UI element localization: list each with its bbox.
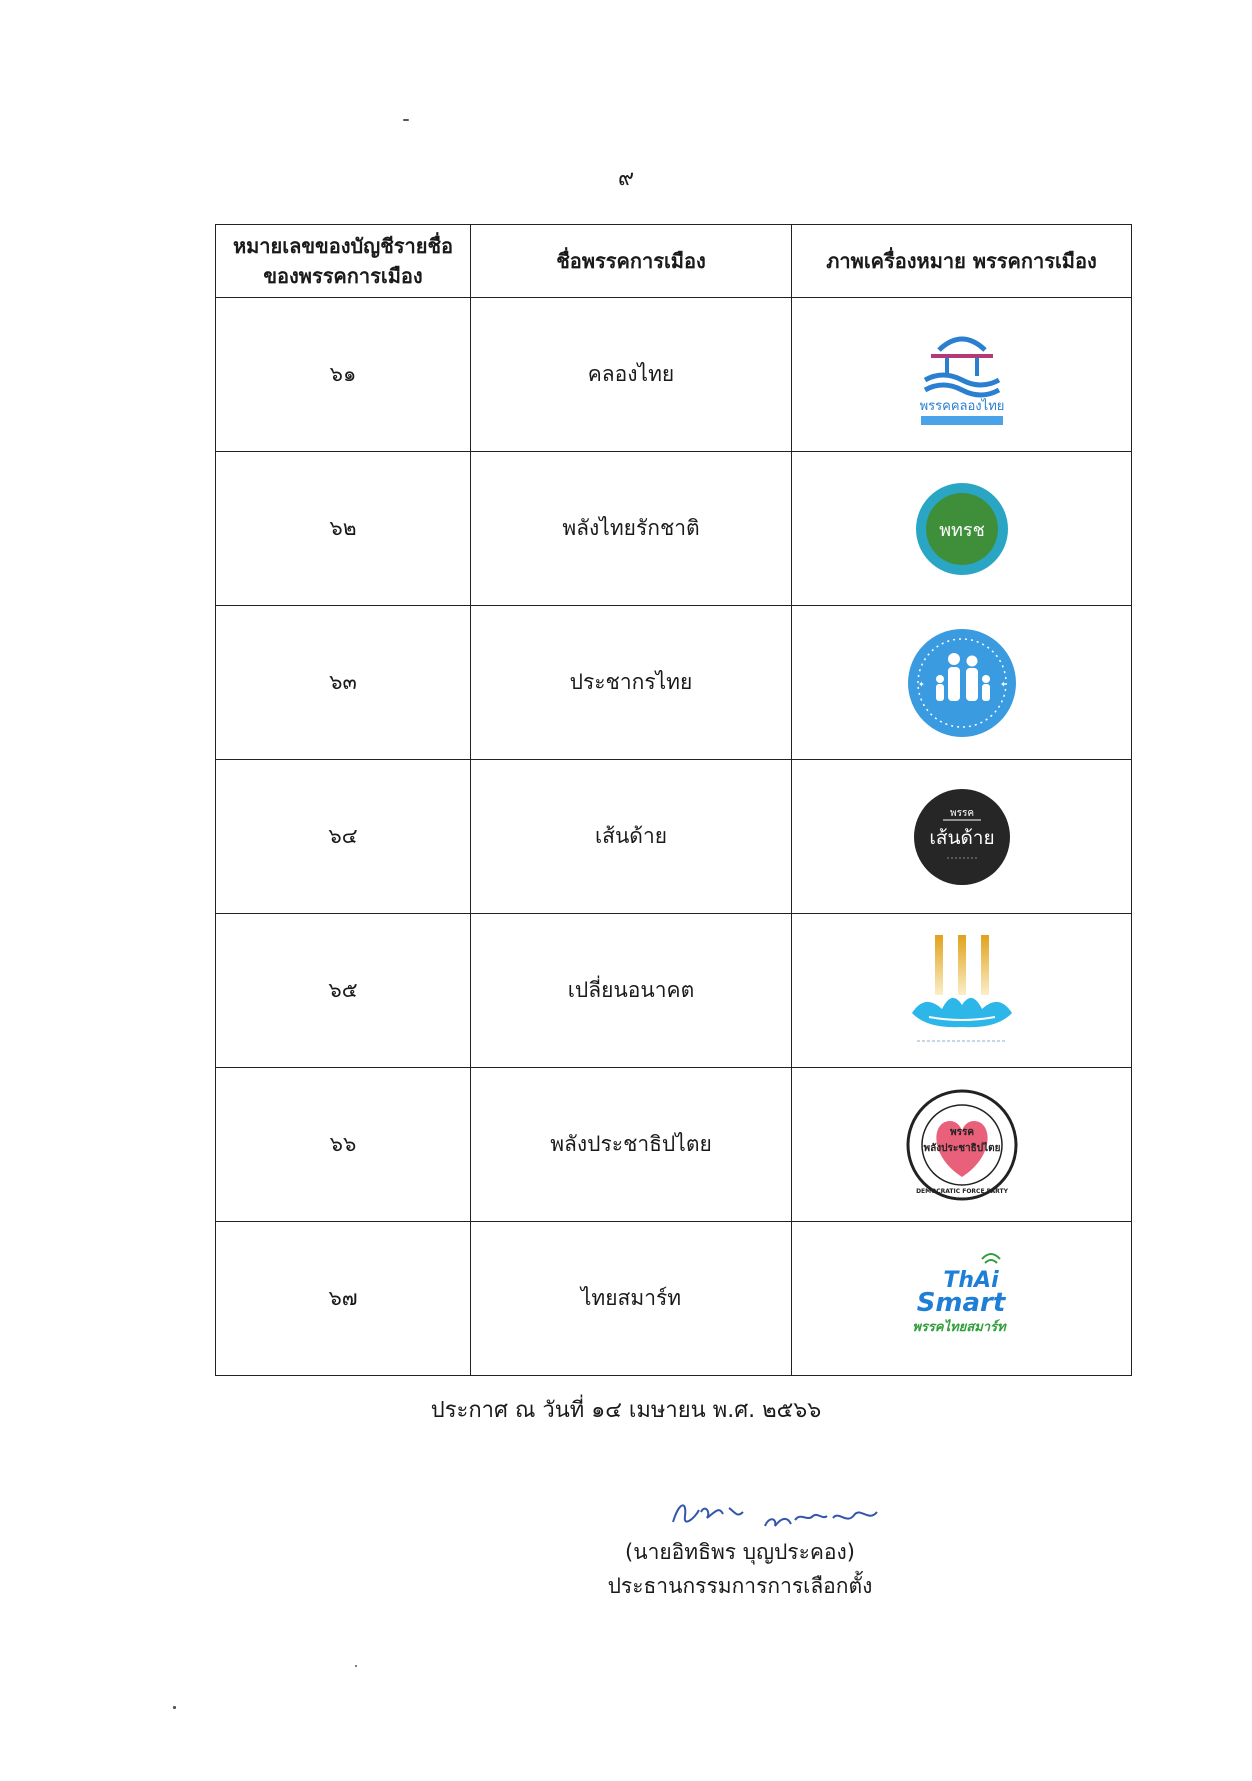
party-name-cell: ไทยสมาร์ท bbox=[471, 1222, 792, 1376]
header-party-name: ชื่อพรรคการเมือง bbox=[471, 225, 792, 298]
list-number-cell: ๖๗ bbox=[216, 1222, 471, 1376]
party-logo-cell bbox=[792, 914, 1132, 1068]
party-name-cell: เปลี่ยนอนาคต bbox=[471, 914, 792, 1068]
phalang-thai-rak-chat-logo-text: พทรช bbox=[938, 519, 985, 541]
svg-text:✦: ✦ bbox=[917, 679, 925, 689]
list-number-cell: ๖๖ bbox=[216, 1068, 471, 1222]
party-name-cell: พลังประชาธิปไตย bbox=[471, 1068, 792, 1222]
scan-speck bbox=[173, 1706, 176, 1709]
list-number-cell: ๖๒ bbox=[216, 452, 471, 606]
party-logo-cell bbox=[792, 298, 1132, 452]
table-row bbox=[216, 1222, 1132, 1376]
signatory-title: ประธานกรรมการการเลือกตั้ง bbox=[607, 1574, 873, 1598]
khlong-thai-logo-text: พรรคคลองไทย bbox=[919, 398, 1004, 414]
table-row bbox=[216, 606, 1132, 760]
page-number: ๙ bbox=[617, 166, 635, 191]
democratic-force-logo-subtext: พรรค bbox=[949, 1126, 974, 1138]
prachakorn-thai-logo-icon bbox=[902, 623, 1022, 743]
table-row bbox=[216, 914, 1132, 1068]
announcement-date: ประกาศ ณ วันที่ ๑๔ เมษายน พ.ศ. ๒๕๖๖ bbox=[430, 1398, 822, 1423]
party-list-table bbox=[215, 224, 1132, 1376]
list-number-cell: ๖๓ bbox=[216, 606, 471, 760]
thai-smart-logo-text2: Smart bbox=[916, 1287, 1005, 1318]
party-name-cell: ประชากรไทย bbox=[471, 606, 792, 760]
table-row bbox=[216, 760, 1132, 914]
scan-speck bbox=[403, 119, 409, 121]
thai-smart-logo-icon bbox=[897, 1249, 1027, 1349]
phalang-thai-rak-chat-logo-icon bbox=[907, 474, 1017, 584]
khlong-thai-logo-icon bbox=[907, 320, 1017, 430]
list-number-cell: ๖๑ bbox=[216, 298, 471, 452]
scan-speck bbox=[355, 1665, 357, 1667]
header-party-logo: ภาพเครื่องหมาย พรรคการเมือง bbox=[792, 225, 1132, 298]
table-row bbox=[216, 452, 1132, 606]
thai-smart-logo-subtext: พรรคไทยสมาร์ท bbox=[911, 1319, 1006, 1335]
party-logo-cell bbox=[792, 1068, 1132, 1222]
thai-smart-logo-text: ThAi bbox=[942, 1267, 999, 1293]
democratic-force-logo-text: พลังประชาธิปไตย bbox=[923, 1142, 1000, 1154]
sen-dai-logo-text: เส้นด้าย bbox=[928, 826, 995, 849]
party-name-cell: เส้นด้าย bbox=[471, 760, 792, 914]
table-header-row bbox=[216, 225, 1132, 298]
party-name-cell: พลังไทยรักชาติ bbox=[471, 452, 792, 606]
sen-dai-logo-icon bbox=[907, 782, 1017, 892]
table-row bbox=[216, 1068, 1132, 1222]
party-logo-cell bbox=[792, 760, 1132, 914]
party-logo-cell bbox=[792, 606, 1132, 760]
democratic-force-logo-icon bbox=[902, 1085, 1022, 1205]
table-row bbox=[216, 298, 1132, 452]
signatory-name: (นายอิทธิพร บุญประคอง) bbox=[625, 1540, 855, 1564]
party-logo-cell bbox=[792, 1222, 1132, 1376]
svg-text:✦: ✦ bbox=[999, 679, 1007, 689]
list-number-cell: ๖๔ bbox=[216, 760, 471, 914]
sen-dai-logo-subtext: พรรค bbox=[949, 807, 974, 819]
party-logo-cell bbox=[792, 452, 1132, 606]
plian-anakot-logo-icon bbox=[897, 931, 1027, 1051]
list-number-cell: ๖๕ bbox=[216, 914, 471, 1068]
democratic-force-logo-ring-text: DEMOCRATIC FORCE PARTY bbox=[915, 1187, 1008, 1195]
header-list-number: หมายเลขของบัญชีรายชื่อ ของพรรคการเมือง bbox=[216, 225, 471, 298]
party-name-cell: คลองไทย bbox=[471, 298, 792, 452]
handwritten-signature bbox=[665, 1482, 885, 1542]
